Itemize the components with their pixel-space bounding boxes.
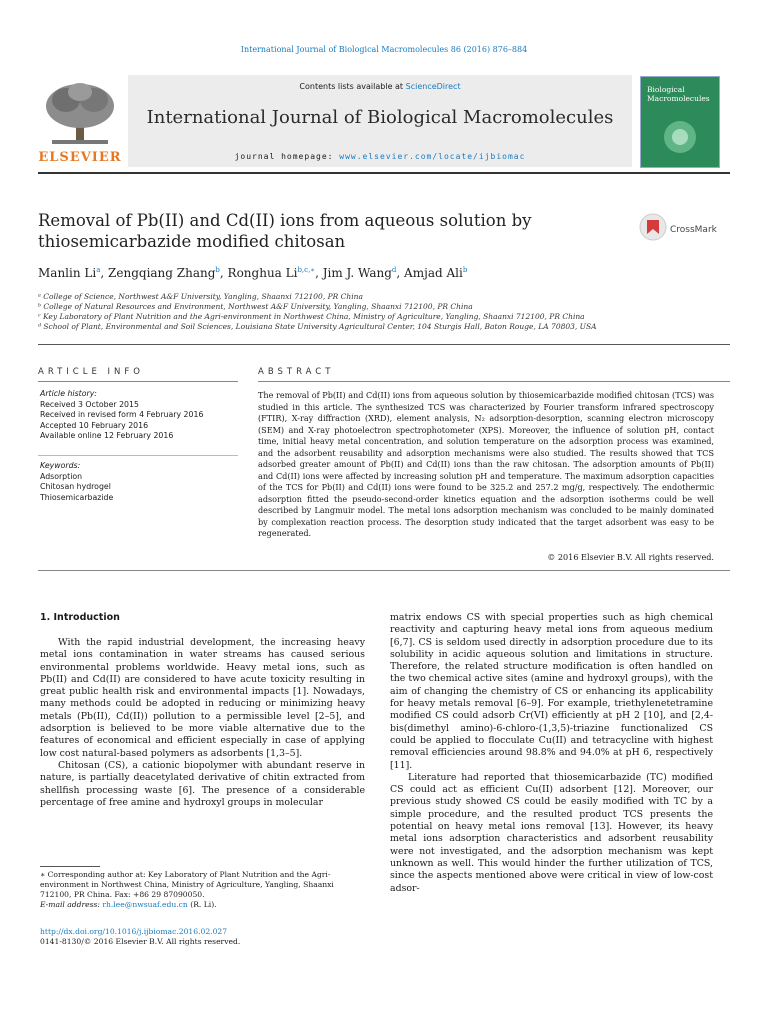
divider xyxy=(38,570,730,571)
journal-cover-thumbnail[interactable] xyxy=(640,76,720,168)
footnote-rule xyxy=(40,866,100,867)
publisher-name: ELSEVIER xyxy=(38,150,122,165)
contents-available-line xyxy=(128,82,632,91)
sciencedirect-link[interactable]: ScienceDirect xyxy=(405,82,461,91)
affiliation-c: ᶜ Key Laboratory of Plant Nutrition and the Agri-environment in Northwest China, Ministry of Agriculture, Yangling, Shaanxi 712100, PR China xyxy=(38,312,585,321)
divider xyxy=(38,455,238,456)
email-link[interactable]: rh.lee@nwsuaf.edu.cn xyxy=(102,900,188,909)
author-affiliation-marker[interactable]: b,c,∗ xyxy=(297,266,316,274)
author-name[interactable]: Amjad Ali xyxy=(404,266,463,280)
homepage-link[interactable]: www.elsevier.com/locate/ijbiomac xyxy=(339,152,526,161)
abstract-heading: ABSTRACT xyxy=(258,367,335,377)
homepage-prefix: journal homepage: xyxy=(234,152,340,161)
paragraph: Literature had reported that thiosemicarbazide (TC) modified CS could act as efficient Cu(II) adsorbent [12]. Moreover, our previous study showed CS could be easily modified with TC by a simple procedure, and the resulted product TCS presents the potential on heavy metal ions removal [13]. However, its heavy metal ions adsorption characteristics and adsorbent reusability were not investigated, and the adsorption mechanism was kept unknown as well. This would hinder the further utilization of TCS, since the aspects mentioned above were critical in view of low-cost adsor- xyxy=(390,771,713,894)
affiliation-a: ᵃ College of Science, Northwest A&F University, Yangling, Shaanxi 712100, PR China xyxy=(38,292,363,301)
crossmark-icon xyxy=(638,212,668,242)
cover-title: Biological Macromolecules xyxy=(647,85,710,103)
divider xyxy=(38,381,238,382)
history-item: Received in revised form 4 February 2016 xyxy=(40,410,204,419)
paragraph: matrix endows CS with special properties such as high chemical reactivity and capturing heavy metal ions from aqueous medium [6,7]. CS is seldom used directly in adsorption procedure due to its solubility in acidic aqueous solution and limitations in structure. Therefore, the related structure modification is often handled on the two chemical active sites (amine and hydroxyl groups), with the aim of changing the chemistry of CS or enhancing its applicability for heavy metals removal [6–9]. For example, triethylenetetramine modified CS could adsorb Cr(VI) efficiently at pH 2 [10], and [2,4-bis(dimethyl amino)-6-chloro-(1,3,5)-triazine functionalized CS could be applied to flocculate Cu(II) and tetracycline with highest removal efficiencies around 98.8% and 94.0% at pH 6, respectively [11]. xyxy=(390,612,713,771)
doi-block xyxy=(40,927,365,947)
paragraph: Chitosan (CS), a cationic biopolymer with abundant reserve in nature, is partially deacetylated derivative of chitin extracted from shellfish processing waste [6]. The presence of a considerable percentage of free amine and hydroxyl groups in molecular xyxy=(40,759,365,808)
footnote-text: ∗ Corresponding author at: Key Laboratory of Plant Nutrition and the Agri-environment in Northwest China, Ministry of Agriculture, Yangling, Shaanxi 712100, PR China. Fax: +86 29 87090050. xyxy=(40,870,334,899)
author-list: Manlin Li$^a$, Zengqiang Zhang$^b$, Ronghua $Li^{b,c,∗}$, Jim J. Wang$^d$, Amjad Ali$^b$ xyxy=(38,266,468,280)
abstract-copyright: © 2016 Elsevier B.V. All rights reserved. xyxy=(547,552,714,562)
body-column-right xyxy=(390,612,713,895)
crossmark-label: CrossMark xyxy=(670,225,717,235)
section-heading-introduction: 1. Introduction xyxy=(40,612,120,623)
body-column-left xyxy=(40,637,365,809)
keywords xyxy=(40,461,240,503)
email-line xyxy=(40,900,365,910)
journal-reference-link[interactable]: International Journal of Biological Macromolecules 86 (2016) 876–884 xyxy=(240,45,528,54)
article-title-line-1: Removal of Pb(II) and Cd(II) ions from aqueous solution by xyxy=(38,211,532,230)
keywords-label: Keywords: xyxy=(40,461,81,470)
author-name[interactable]: Manlin Li xyxy=(38,266,97,280)
article-history xyxy=(40,389,240,442)
author-name[interactable]: Zengqiang Zhang xyxy=(108,266,216,280)
paragraph: With the rapid industrial development, the increasing heavy metal ions contamination in water streams has caused serious environmental problems worldwide. Heavy metal ions, such as Pb(II) and Cd(II) are considered to have acute toxicity resulting in great public health risk and environmental impacts [1]. Nowadays, many methods could be adopted in reducing or minimizing heavy metals (Pb(II), Cd(II)) pollution to a permissible level [2–5], and adsorption is believed to be more viable alternative due to the features of economical and efficient especially in case of applying low cost natural-based polymers as adsorbents [1,3–5]. xyxy=(40,637,365,759)
author-affiliation-marker[interactable]: b xyxy=(462,266,468,274)
article-info-heading: ARTICLE INFO xyxy=(38,367,144,377)
cover-graphic xyxy=(655,117,705,157)
history-item: Available online 12 February 2016 xyxy=(40,431,174,440)
divider xyxy=(38,344,730,345)
email-suffix: (R. Li). xyxy=(187,900,217,909)
author-affiliation-marker[interactable]: b xyxy=(215,266,220,274)
corresponding-author-footnote xyxy=(40,870,365,910)
author-name[interactable]: Jim J. Wang xyxy=(322,266,392,280)
keyword: Adsorption xyxy=(40,471,83,481)
history-item: Received 3 October 2015 xyxy=(40,399,139,409)
email-label: E-mail address: xyxy=(40,900,103,909)
contents-prefix: Contents lists available at xyxy=(299,82,406,91)
article-title-line-2: thiosemicarbazide modified chitosan xyxy=(38,232,346,251)
author-affiliation-marker[interactable]: d xyxy=(391,266,397,274)
doi-link[interactable]: http://dx.doi.org/10.1016/j.ijbiomac.2016.02.027 xyxy=(40,927,228,936)
history-label: Article history: xyxy=(40,389,97,398)
issn-line: 0141-8130/© 2016 Elsevier B.V. All rights reserved. xyxy=(40,937,241,946)
article-title xyxy=(38,210,598,252)
abstract-text: The removal of Pb(II) and Cd(II) ions from aqueous solution by thiosemicarbazide modified chitosan (TCS) was studied in this article. The synthesized TCS was characterized by Fourier transform infrared spectroscopy (FTIR), X-ray diffraction (XRD), element analysis, N₂ adsorption-desorption, scanning electron microscopy (SEM) and X-ray photoelectron spectrophotometer (XPS). Moreover, the influence of solution pH, contact time, initial heavy metal concentration, and solution temperature on the adsorption process was examined, and the adsorbent reusability and adsorption mechanisms were also studied. The results showed that TCS adsorbed greater amount of Pb(II) and Cd(II) ions than the raw chitosan. The adsorption amounts of Pb(II) and Cd(II) ions were affected by increasing solution pH and temperature. The maximum adsorption capacities of the TCS for Pb(II) and Cd(II) ions were found to be 325.2 and 257.2 mg/g, respectively. The endothermic adsorption fitted the pseudo-second-order kinetics equation and the adsorption isotherms could be well described by Langmuir model. The metal ions adsorption mechanism was concluded to be mainly dominated by complexation reaction process. The desorption study indicated that the target adsorbent was easy to be regenerated. xyxy=(258,390,714,538)
journal-title: International Journal of Biological Macromolecules xyxy=(146,107,614,128)
affiliation-d: ᵈ School of Plant, Environmental and Soil Sciences, Louisiana State University Agricultural Center, 104 Sturgis Hall, Baton Rouge, LA 70803, USA xyxy=(38,322,597,331)
keyword: Chitosan hydrogel xyxy=(40,482,111,491)
keyword: Thiosemicarbazide xyxy=(40,492,114,502)
author-affiliation-marker[interactable]: a xyxy=(96,266,101,274)
history-item: Accepted 10 February 2016 xyxy=(40,420,149,430)
affiliation-b: ᵇ College of Natural Resources and Environment, Northwest A&F University, Yangling, Shaanxi 712100, PR China xyxy=(38,302,473,311)
author-name[interactable]: Ronghua Li xyxy=(227,266,298,280)
header-rule xyxy=(38,172,730,174)
journal-homepage-line xyxy=(128,152,632,161)
divider xyxy=(258,381,730,382)
